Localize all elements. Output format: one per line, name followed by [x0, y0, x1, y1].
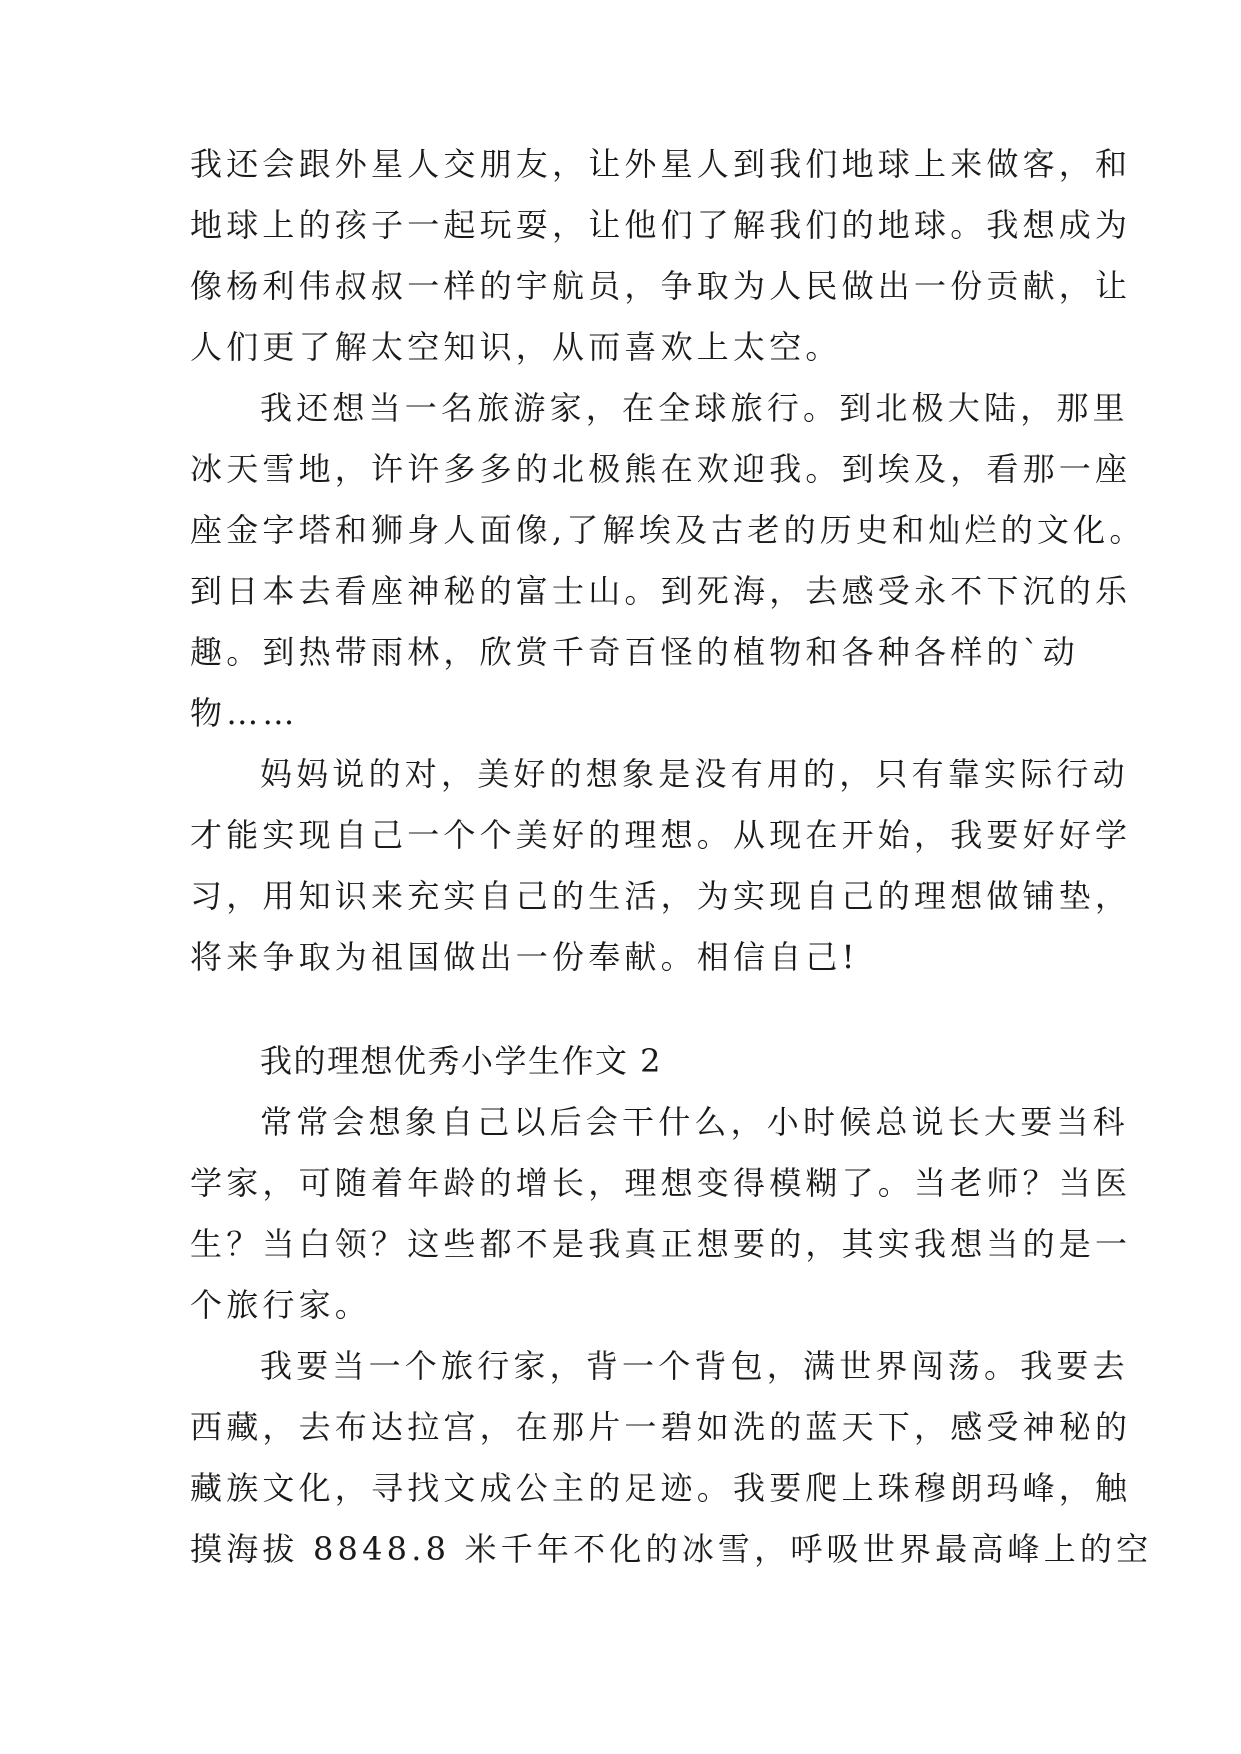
paragraph-line: 到日本去看座神秘的富士山。到死海，去感受永不下沉的乐 — [190, 572, 1132, 610]
paragraph-line: 藏族文化，寻找文成公主的足迹。我要爬上珠穆朗玛峰，触 — [190, 1469, 1132, 1507]
paragraph-line: 妈妈说的对，美好的想象是没有用的，只有靠实际行动 — [260, 755, 1129, 793]
paragraph-line: 我还会跟外星人交朋友，让外星人到我们地球上来做客，和 — [190, 145, 1132, 183]
essay-section-1 — [190, 134, 1146, 988]
paragraph-line: 生？当白领？这些都不是我真正想要的，其实我想当的是一 — [190, 1225, 1132, 1263]
essay-section-2 — [190, 1031, 1153, 1580]
paragraph-line: 将来争取为祖国做出一份奉献。相信自己! — [190, 938, 859, 976]
paragraph-line: 物…… — [190, 694, 299, 732]
paragraph-line: 人们更了解太空知识，从而喜欢上太空。 — [190, 328, 842, 366]
paragraph-line: 冰天雪地，许许多多的北极熊在欢迎我。到埃及，看那一座 — [190, 450, 1132, 488]
paragraph-line: 学家，可随着年龄的增长，理想变得模糊了。当老师？当医 — [190, 1164, 1132, 1202]
paragraph-line: 座金字塔和狮身人面像,了解埃及古老的历史和灿烂的文化。 — [190, 511, 1146, 549]
paragraph-line: 摸海拔 8848.8 米千年不化的冰雪，呼吸世界最高峰上的空 — [190, 1530, 1153, 1568]
paragraph-line: 像杨利伟叔叔一样的宇航员，争取为人民做出一份贡献，让 — [190, 267, 1132, 305]
paragraph-line: 我还想当一名旅游家，在全球旅行。到北极大陆，那里 — [260, 389, 1129, 427]
paragraph-line: 西藏，去布达拉宫，在那片一碧如洗的蓝天下，感受神秘的 — [190, 1408, 1132, 1446]
paragraph-line: 地球上的孩子一起玩耍，让他们了解我们的地球。我想成为 — [190, 206, 1132, 244]
paragraph-line: 才能实现自己一个个美好的理想。从现在开始，我要好好学 — [190, 816, 1132, 854]
essay-title: 我的理想优秀小学生作文 2 — [260, 1042, 663, 1080]
paragraph-line: 个旅行家。 — [190, 1286, 372, 1324]
paragraph-line: 趣。到热带雨林，欣赏千奇百怪的植物和各种各样的`动 — [190, 633, 1080, 671]
paragraph-line: 常常会想象自己以后会干什么，小时候总说长大要当科 — [260, 1103, 1129, 1141]
paragraph-line: 习，用知识来充实自己的生活，为实现自己的理想做铺垫， — [190, 877, 1132, 915]
paragraph-line: 我要当一个旅行家，背一个背包，满世界闯荡。我要去 — [260, 1347, 1129, 1385]
